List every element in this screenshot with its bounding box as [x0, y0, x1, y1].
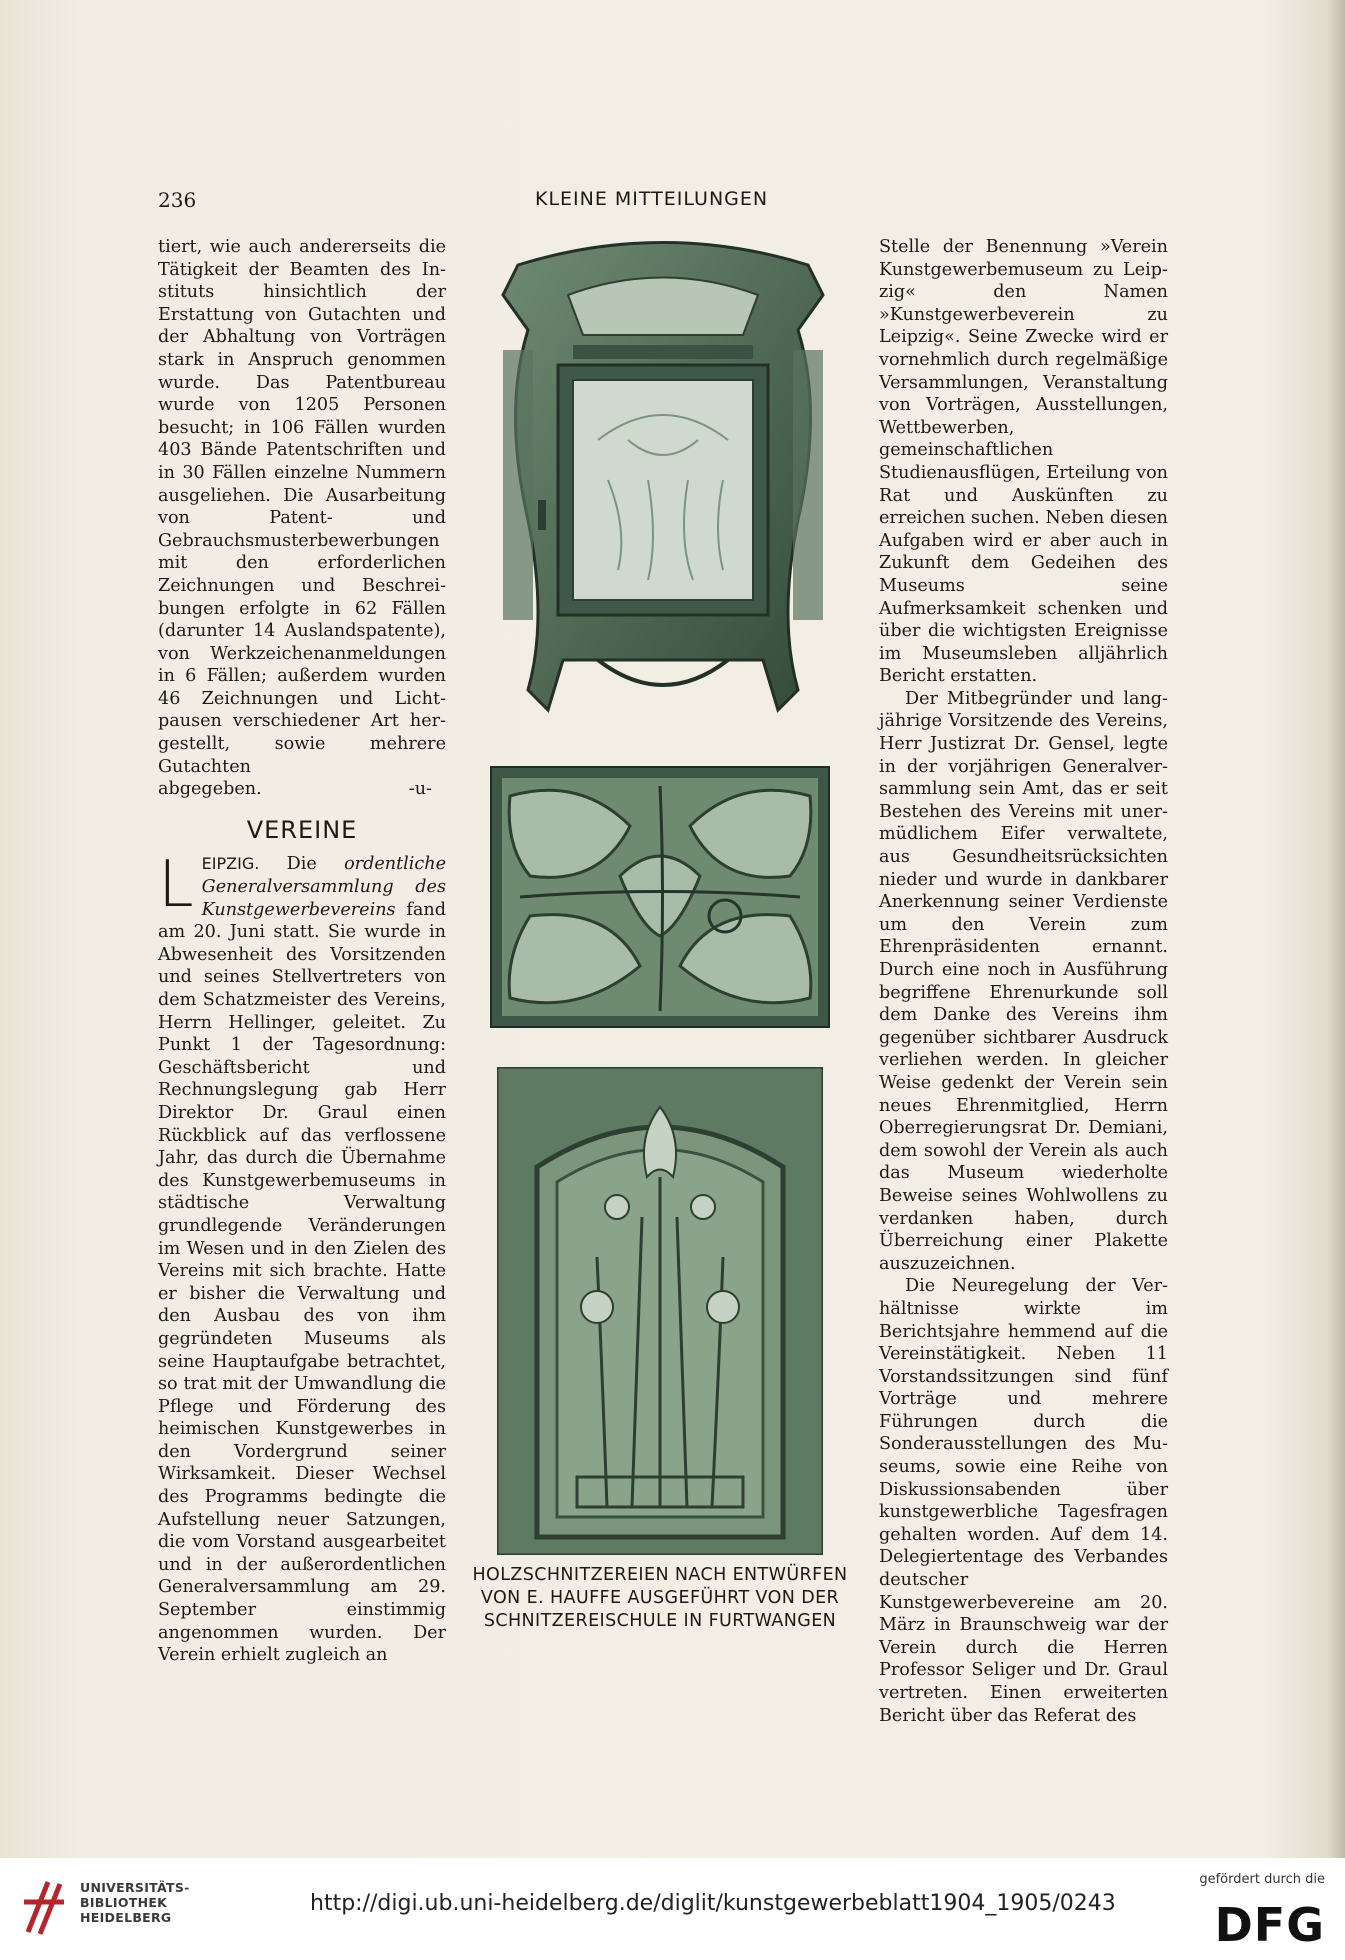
text: fand am 20. Juni statt. Sie wurde in Abwesenheit des Vorsitzenden und seines Stellvertreters von dem Schatzmeister des Vereins, Herrn Hellinger, geleitet. Zu Punkt 1 der Tagesordnung: Geschäftsbericht und Rechnungslegung gab Herr Direktor Dr. Graul einen Rückblick auf das verflossene Jahr, das durch die Übernahme des Kunstgewerbemuseums in städtische Verwaltung grundlegende Veränderungen im Wesen und in den Zielen des Vereins mit sich brachte. Hatte er bisher die Verwaltung und den Ausbau des von ihm gegründeten Museums als seine Hauptaufgabe betrachtet, so trat mit der Umwandlung die Pflege und Förderung des heimischen Kunstgewerbes in den Vordergrund seiner Wirksamkeit. Dieser Wechsel des Programms bedingte die Aufstellung neuer Satzungen, die vom Vorstand ausgearbeitet und in der außerordentlichen Generalversammlung am 29. September einstimmig angenommen wurden. Der Verein erhielt zugleich an: [158, 899, 446, 1666]
italic-text: ordentliche Generalversammlung des Kunstgewerbevereins: [201, 854, 447, 920]
dfg-logo: DFG: [1214, 1898, 1325, 1952]
caption-line: SCHNITZEREISCHULE IN FURTWANGEN: [483, 1611, 837, 1631]
section-heading: VEREINE: [246, 815, 358, 844]
author-signature: -u-: [408, 779, 432, 800]
library-name-line: BIBLIOTHEK: [80, 1895, 168, 1910]
caption-line: VON E. HAUFFE AUSGEFÜHRT VON DER: [480, 1588, 840, 1608]
lead-word: EIPZIG.: [201, 854, 260, 874]
drop-cap: L: [158, 848, 194, 923]
funding-label: gefördert durch die: [1199, 1872, 1325, 1887]
paragraph: Stelle der Benennung »Verein Kunstgewerbemuseum zu Leipzig« den Namen »Kunstgewerbeverein zu Leipzig«. Seine Zwecke wird er vornehmlich durch regelmäßige Versammlungen, Veranstaltung von Vorträgen, Ausstellungen, Wettbewerben, gemeinschaftlichen Studienausflügen, Erteilung von Rat und Auskünften zu erreichen suchen. Neben diesen Aufgaben wird er aber auch in Zukunft dem Gedeihen des Museums seine Aufmerksamkeit schenken und über die wichtigsten Ereignisse im Museumsleben alljährlich Bericht erstatten.: [879, 237, 1168, 687]
library-name-line: HEIDELBERG: [80, 1910, 172, 1925]
text: Die: [286, 854, 317, 875]
paragraph: tiert, wie auch andererseits die Tätigkeit der Beamten des Instituts hinsichtlich der Erstattung von Gutachten und der Abhaltung von Vorträgen stark in Anspruch genommen wurde. Das Patentbureau wurde von 1205 Personen besucht; in 106 Fällen wurden 403 Bände Patentschriften und in 30 Fällen einzelne Nummern ausgeliehen. Die Ausarbeitung von Patent- und Gebrauchsmusterbewerbungen mit den erforderlichen Zeichnungen und Beschreibungen erfolgte in 62 Fällen (darunter 14 Auslandspatente), von Werkzeichenanmeldungen in 6 Fällen; außerdem wurden 46 Zeichnungen und Lichtpausen verschiedener Art hergestellt, sowie mehrere Gutachten: [158, 237, 446, 777]
plate-carved-cabinet: [478, 240, 848, 715]
caption-line: HOLZSCHNITZEREIEN NACH ENTWÜRFEN: [472, 1565, 848, 1585]
signature-line: [158, 778, 446, 801]
paragraph: [158, 848, 447, 1666]
page-number: 236: [158, 188, 197, 212]
university-library-logo-icon: [18, 1872, 76, 1942]
plate-carved-leaf-panel: [490, 766, 830, 1028]
permalink-url[interactable]: http://digi.ub.uni-heidelberg.de/diglit/kunstgewerbeblatt1904_1905/0243: [310, 1891, 1116, 1916]
paragraph: Die Neuregelung der Verhältnisse wirkte im Berichtsjahre hemmend auf die Vereinstätigkeit. Neben 11 Vorstandssitzungen sind fünf Vorträge und mehrere Führungen durch die Sonderausstellungen des Museums, sowie eine Reihe von Diskussionsabenden über kunstgewerbliche Tagesfragen gehalten worden. Auf dem 14. Delegiertentage des Verbandes deutscher Kunstgewerbevereine am 20. März in Braunschweig war der Verein durch die Herren Professor Seliger und Dr. Graul vertreten. Einen erweiterten Bericht über das Referat des: [879, 1276, 1168, 1726]
text-column-left: [158, 236, 446, 1667]
library-name: [80, 1880, 190, 1925]
digitization-footer: [0, 1858, 1345, 1960]
figure-caption: [455, 1564, 865, 1633]
library-name-line: UNIVERSITÄTS-: [80, 1880, 190, 1895]
paragraph: Der Mitbegründer und langjährige Vorsitzende des Vereins, Herr Justizrat Dr. Gensel, legte in der vorjährigen Generalversammlung sein Amt, das er seit Bestehen des Vereins mit unermüdlichem Eifer verwaltete, aus Gesundheitsrücksichten nieder und wurde in dankbarer Anerkennung seiner Verdienste um den Verein zum Ehrenpräsidenten ernannt. Durch eine noch in Ausführung begriffene Ehrenurkunde soll dem Danke des Vereins ihm gegenüber sichtbarer Ausdruck verliehen werden. In gleicher Weise gedenkt der Verein sein neues Ehrenmitglied, Herrn Oberregierungsrat Dr. Demiani, dem sowohl der Verein als auch das Museum wiederholte Beweise seines Wohlwollens zu verdanken haben, durch Überreichung einer Plakette auszuzeichnen.: [879, 688, 1168, 1274]
page-spine-shadow: [1327, 0, 1345, 1858]
running-title: KLEINE MITTEILUNGEN: [535, 188, 769, 210]
paragraph-end: abgegeben.: [158, 779, 262, 800]
text-column-right: [879, 236, 1168, 1727]
plate-carved-door-panel: [497, 1067, 823, 1555]
